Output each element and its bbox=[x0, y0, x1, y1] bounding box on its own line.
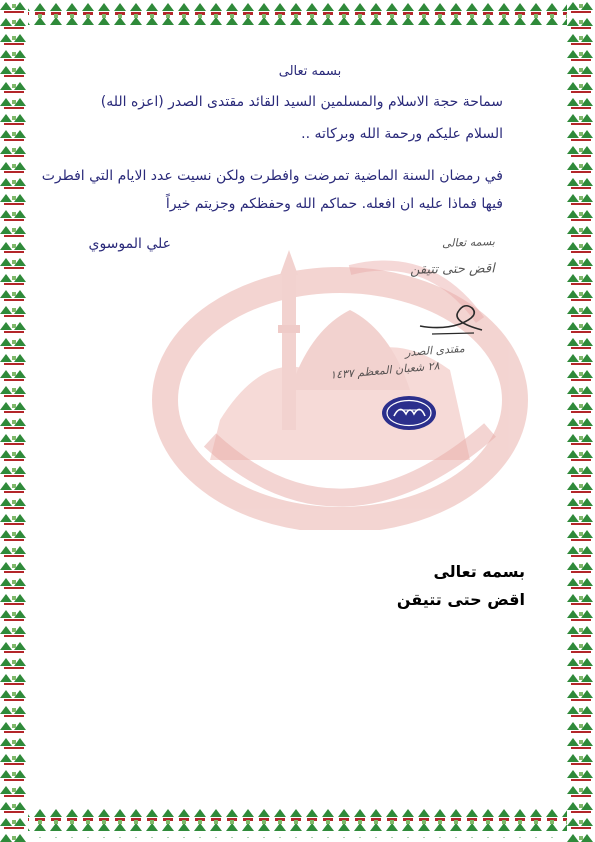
decorative-border-right bbox=[567, 0, 595, 842]
letter-recipient: سماحة حجة الاسلام والمسلمين السيد القائد مقتدى الصدر (اعزه الله) bbox=[100, 94, 503, 110]
handwritten-reply-ruling: اقض حتى تتيقن bbox=[410, 261, 496, 278]
letter-body-line: في رمضان السنة الماضية تمرضت وافطرت ولكن نسيت عدد الايام التي افطرت bbox=[41, 168, 503, 184]
handwritten-reply-heading: بسمه تعالى bbox=[441, 235, 496, 250]
letter-body-line: فيها فماذا عليه ان افعله. حماكم الله وحفظكم وجزيتم خيراً bbox=[165, 196, 503, 212]
office-stamp-icon bbox=[380, 394, 438, 432]
decorative-border-bottom bbox=[0, 806, 595, 838]
signature-icon bbox=[412, 300, 492, 340]
letter-heading: بسمه تعالى bbox=[278, 64, 342, 79]
handwritten-name: مقتدى الصدر bbox=[404, 341, 466, 360]
typed-reply-heading: بسمه تعالى bbox=[433, 562, 525, 581]
decorative-border-top bbox=[0, 0, 595, 28]
handwritten-date: ٢٨ شعبان المعظم ١٤٣٧ bbox=[329, 359, 441, 382]
letter-sender: علي الموسوي bbox=[88, 236, 171, 252]
letter-greeting: السلام عليكم ورحمة الله وبركاته .. bbox=[301, 126, 503, 142]
decorative-border-left bbox=[0, 0, 28, 842]
typed-reply-ruling: اقض حتى تتيقن bbox=[396, 590, 525, 609]
